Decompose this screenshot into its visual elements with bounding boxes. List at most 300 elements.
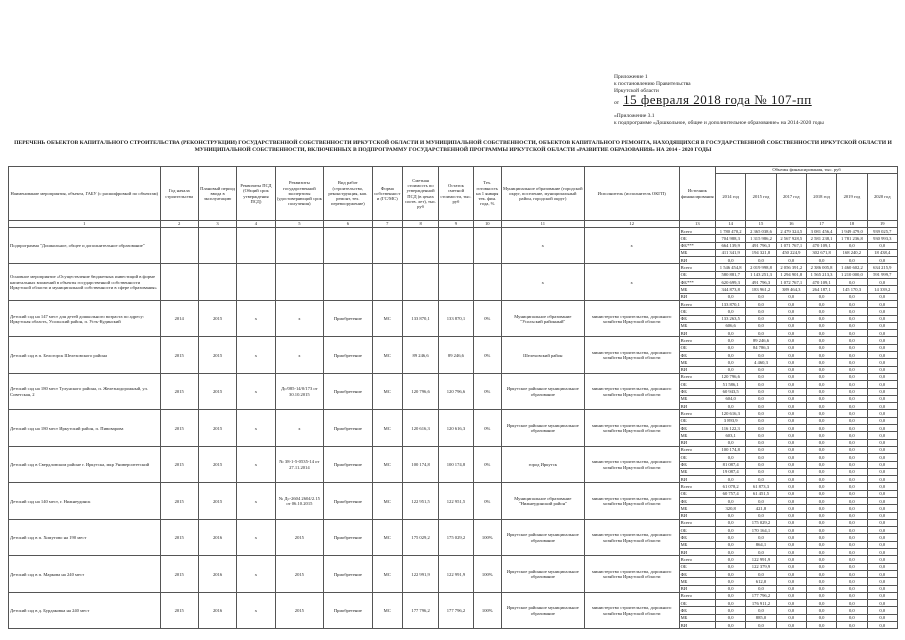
estimated-cost: 175 029,2 (402, 519, 438, 555)
financing-value: 0,0 (837, 315, 867, 322)
financing-value: 0,0 (776, 322, 806, 329)
financing-source: ВИ (679, 549, 715, 556)
financing-value: 0,0 (716, 534, 746, 541)
financing-value: 2 019 998,8 (746, 264, 776, 271)
column-number: 19 (867, 221, 897, 228)
financing-value: 19 087,4 (716, 468, 746, 475)
financing-value: 0,0 (776, 410, 806, 417)
readiness (473, 228, 501, 264)
column-number: 10 (473, 221, 501, 228)
financing-source: ВИ (679, 330, 715, 337)
financing-value: 0,0 (806, 454, 836, 461)
financing-value: 0,0 (867, 359, 897, 366)
object-name: Детский сад в п. Белогорск Шелеховского района (9, 337, 161, 373)
financing-value: 0,0 (746, 425, 776, 432)
financing-value: 930 993,3 (867, 235, 897, 242)
financing-value: 0,0 (867, 578, 897, 585)
col-header-start: Год начала строительства (160, 167, 198, 221)
financing-value: 0,0 (716, 563, 746, 570)
financing-value: 0,0 (746, 403, 776, 410)
col-header-expertise: Реквизиты государственной экспертизы (удостоверяющий срок получения) (275, 167, 323, 221)
financing-value: 0,0 (806, 388, 836, 395)
column-number: 4 (237, 221, 275, 228)
financing-value: 0,0 (806, 432, 836, 439)
start-year: 2015 (160, 410, 198, 446)
financing-value: 0,0 (837, 242, 867, 249)
work-type: Приобретение (324, 519, 372, 555)
financing-value: 0,0 (776, 330, 806, 337)
work-type (324, 264, 372, 300)
remaining-cost: 100 174,8 (439, 446, 473, 482)
financing-value: 0,0 (867, 352, 897, 359)
expertise-cell (275, 264, 323, 300)
financing-value: 0,0 (867, 330, 897, 337)
financing-value: 0,0 (746, 381, 776, 388)
financing-value: 0,0 (746, 549, 776, 556)
financing-value: 0,0 (837, 570, 867, 577)
work-type: Приобретение (324, 410, 372, 446)
financing-source: ОБ (679, 271, 715, 278)
financing-source: ОБ (679, 600, 715, 607)
financing-value: 0,0 (837, 417, 867, 424)
financing-source: ОБ (679, 381, 715, 388)
financing-value: 0,0 (806, 461, 836, 468)
column-number: 14 (716, 221, 746, 228)
remaining-cost: 175 029,2 (439, 519, 473, 555)
financing-value: 0,0 (746, 366, 776, 373)
financing-source: ВИ (679, 366, 715, 373)
financing-value: 0,0 (806, 497, 836, 504)
financing-value: 604,0 (716, 395, 746, 402)
financing-value: 0,0 (776, 519, 806, 526)
from-label: от (614, 100, 620, 106)
financing-source: ФБ*** (679, 242, 715, 249)
column-number: 7 (372, 221, 402, 228)
financing-value: 591 999,7 (867, 271, 897, 278)
readiness: 100% (473, 556, 501, 592)
financing-value: 1 949 479,0 (837, 228, 867, 235)
financing-value: 0,0 (776, 366, 806, 373)
financing-value: 0,0 (776, 476, 806, 483)
financing-value: 421,8 (746, 505, 776, 512)
financing-value: 0,0 (716, 614, 746, 621)
work-type: Приобретение (324, 446, 372, 482)
financing-value: 0,0 (716, 512, 746, 519)
end-year: 2015 (198, 300, 236, 336)
financing-value: 0,0 (837, 366, 867, 373)
financing-value: 0,0 (776, 425, 806, 432)
municipality: Иркутское районное муниципальное образование (501, 519, 584, 555)
financing-value: 2 581 238,1 (806, 235, 836, 242)
financing-value: 176 911,2 (746, 600, 776, 607)
financing-value: 0,0 (716, 527, 746, 534)
financing-value: 0,0 (806, 330, 836, 337)
financing-value: 0,0 (837, 461, 867, 468)
remaining-cost: 120 616,3 (439, 410, 473, 446)
financing-value: 0,0 (746, 410, 776, 417)
end-year: 2016 (198, 556, 236, 592)
financing-value: 0,0 (867, 410, 897, 417)
financing-value: 0,0 (776, 308, 806, 315)
end-year: 2015 (198, 410, 236, 446)
col-header-year: 2020 год (867, 174, 897, 221)
financing-value: 0,0 (867, 439, 897, 446)
financing-value: 0,0 (837, 344, 867, 351)
date-line (614, 92, 894, 107)
financing-value: 0,0 (837, 337, 867, 344)
work-type: Приобретение (324, 592, 372, 628)
financing-value: 0,0 (776, 439, 806, 446)
financing-value: 0,0 (776, 300, 806, 307)
financing-value: 0,0 (806, 534, 836, 541)
readiness: 100% (473, 592, 501, 628)
col-header-source: Источник финансирования (679, 167, 715, 221)
financing-value: 885,0 (746, 614, 776, 621)
column-number: 2 (160, 221, 198, 228)
start-year: 2015 (160, 373, 198, 409)
financing-value: 0,0 (716, 308, 746, 315)
estimated-cost: 122 951,5 (402, 483, 438, 519)
financing-value: 0,0 (716, 330, 746, 337)
financing-value: 0,0 (867, 300, 897, 307)
column-number: 16 (776, 221, 806, 228)
end-year (198, 228, 236, 264)
financing-source: МБ (679, 505, 715, 512)
financing-value: 0,0 (716, 344, 746, 351)
column-number: 13 (679, 221, 715, 228)
financing-value: 3 893,9 (716, 417, 746, 424)
financing-value: 0,0 (776, 497, 806, 504)
financing-value: 84 786,3 (746, 344, 776, 351)
financing-value: 0,0 (806, 570, 836, 577)
financing-value: 0,0 (837, 352, 867, 359)
financing-source: Всего (679, 228, 715, 235)
end-year: 2016 (198, 519, 236, 555)
financing-value: 0,0 (837, 622, 867, 629)
financing-value: 0,0 (837, 534, 867, 541)
financing-source: МБ (679, 541, 715, 548)
column-number: 8 (402, 221, 438, 228)
financing-value: 0,0 (806, 607, 836, 614)
estimated-cost (402, 228, 438, 264)
financing-value: 0,0 (837, 359, 867, 366)
financing-value: 470 109,1 (806, 279, 836, 286)
financing-value: 0,0 (837, 519, 867, 526)
financing-value: 0,0 (776, 585, 806, 592)
financing-value: 0,0 (837, 300, 867, 307)
financing-value: 0,0 (716, 519, 746, 526)
executor: министерство строительства, дорожного хозяйства Иркутской области (584, 410, 679, 446)
financing-value: 0,0 (746, 417, 776, 424)
financing-value: 81 087,4 (716, 461, 746, 468)
column-number-row (9, 221, 898, 228)
financing-value: 0,0 (716, 476, 746, 483)
financing-value: 450 224,9 (776, 249, 806, 256)
financing-source: ОБ (679, 454, 715, 461)
financing-value: 0,0 (837, 395, 867, 402)
financing-value: 0,0 (776, 534, 806, 541)
expertise-cell: 2015 (275, 519, 323, 555)
financing-value: 0,0 (806, 308, 836, 315)
financing-value: 0,0 (776, 527, 806, 534)
financing-value: 0,0 (806, 468, 836, 475)
financing-source: ФБ (679, 352, 715, 359)
financing-value: 0,0 (776, 505, 806, 512)
financing-value: 0,0 (746, 512, 776, 519)
expertise-cell: х (275, 300, 323, 336)
executor: министерство строительства, дорожного хозяйства Иркутской области (584, 483, 679, 519)
financing-value: 0,0 (837, 293, 867, 300)
financing-source: ВИ (679, 257, 715, 264)
column-number: 18 (837, 221, 867, 228)
remaining-cost (439, 228, 473, 264)
financing-value: 0,0 (837, 490, 867, 497)
financing-value: 0,0 (837, 585, 867, 592)
financing-source: ОБ (679, 527, 715, 534)
resolution-header (614, 74, 894, 127)
financing-value: 0,0 (806, 512, 836, 519)
financing-value: 0,0 (776, 293, 806, 300)
financing-value: 61 078,2 (716, 483, 746, 490)
financing-value: 0,0 (806, 381, 836, 388)
financing-value: 0,0 (837, 578, 867, 585)
financing-value: 0,0 (776, 607, 806, 614)
financing-value: 0,0 (867, 534, 897, 541)
financing-value: 2 386 005,8 (806, 264, 836, 271)
financing-value: 0,0 (837, 497, 867, 504)
col-header-rest: Остаток сметной стоимости, тыс. руб (439, 167, 473, 221)
financing-value: 0,0 (776, 556, 806, 563)
financing-value: 0,0 (716, 585, 746, 592)
table-row (9, 300, 898, 307)
table-row (9, 592, 898, 599)
financing-value: 0,0 (776, 315, 806, 322)
financing-value: 0,0 (716, 497, 746, 504)
financing-value: 0,0 (806, 315, 836, 322)
financing-value: 612,0 (746, 578, 776, 585)
municipality: Иркутское районное муниципальное образование (501, 592, 584, 628)
financing-source: ОБ (679, 308, 715, 315)
financing-source: МБ (679, 286, 715, 293)
financing-value: 0,0 (867, 308, 897, 315)
end-year: 2015 (198, 483, 236, 519)
financing-source: ФБ (679, 315, 715, 322)
financing-value: 0,0 (746, 607, 776, 614)
financing-value: 0,0 (867, 461, 897, 468)
financing-value: 0,0 (867, 622, 897, 629)
ownership: МС (372, 446, 402, 482)
financing-value: 0,0 (746, 373, 776, 380)
financing-value: 100 174,8 (716, 446, 746, 453)
financing-value: 0,0 (806, 585, 836, 592)
financing-value: 0,0 (776, 483, 806, 490)
financing-value: 0,0 (716, 257, 746, 264)
financing-value: 0,0 (837, 468, 867, 475)
financing-value: 0,0 (746, 300, 776, 307)
financing-value: 0,0 (867, 585, 897, 592)
municipality: Иркутское районное муниципальное образование (501, 410, 584, 446)
financing-value: 0,0 (776, 614, 806, 621)
financing-source: Всего (679, 300, 715, 307)
col-header-ownership: Форма собственности (ГС/МС) (372, 167, 402, 221)
end-year: 2015 (198, 373, 236, 409)
estimated-cost: 133 870,1 (402, 300, 438, 336)
financing-value: 0,0 (867, 570, 897, 577)
work-type: Приобретение (324, 483, 372, 519)
ownership: МС (372, 519, 402, 555)
executor: министерство строительства, дорожного хозяйства Иркутской области (584, 519, 679, 555)
financing-value: 168 240,2 (837, 249, 867, 256)
start-year: 2015 (160, 519, 198, 555)
financing-source: ВИ (679, 585, 715, 592)
financing-value: 0,0 (806, 541, 836, 548)
table-row (9, 519, 898, 526)
expertise-cell: х (275, 337, 323, 373)
remaining-cost: 120 796,6 (439, 373, 473, 409)
financing-value: 175 029,2 (746, 519, 776, 526)
financing-value: 0,0 (716, 578, 746, 585)
remaining-cost (439, 264, 473, 300)
financing-source: Всего (679, 410, 715, 417)
financing-value: 0,0 (776, 578, 806, 585)
expertise-cell: х (275, 410, 323, 446)
financing-source: ФБ (679, 497, 715, 504)
financing-source: ОБ (679, 344, 715, 351)
financing-value: 0,0 (867, 293, 897, 300)
financing-source: МБ (679, 614, 715, 621)
financing-value: 0,0 (776, 461, 806, 468)
ownership: МС (372, 592, 402, 628)
financing-value: 0,0 (806, 373, 836, 380)
ownership: МС (372, 373, 402, 409)
financing-value: 0,0 (716, 359, 746, 366)
financing-value: 0,0 (867, 497, 897, 504)
readiness (473, 264, 501, 300)
financing-value: 0,0 (806, 337, 836, 344)
financing-value: 2 056 391,2 (776, 264, 806, 271)
financing-value: 170 164,1 (746, 527, 776, 534)
financing-value: 120 616,3 (716, 410, 746, 417)
financing-value: 0,0 (716, 403, 746, 410)
financing-value: 0,0 (867, 614, 897, 621)
remaining-cost: 122 991,9 (439, 556, 473, 592)
financing-value: 0,0 (867, 417, 897, 424)
financing-value: 0,0 (867, 373, 897, 380)
financing-value: 0,0 (867, 483, 897, 490)
financing-source: ФБ*** (679, 279, 715, 286)
financing-value: 344 873,8 (716, 286, 746, 293)
municipality: х (501, 264, 584, 300)
work-type: Приобретение (324, 300, 372, 336)
financing-value: 0,0 (776, 395, 806, 402)
financing-value: 0,0 (867, 541, 897, 548)
municipality: Иркутское районное муниципальное образование (501, 556, 584, 592)
column-number: 9 (439, 221, 473, 228)
financing-value: 0,0 (867, 505, 897, 512)
financing-value: 61 451,5 (746, 490, 776, 497)
financing-value: 411 341,9 (716, 249, 746, 256)
expertise-cell: № 38-1-5-0535-14 от 27.11.2014 (275, 446, 323, 482)
financing-value: 0,0 (867, 490, 897, 497)
expertise-cell (275, 228, 323, 264)
financing-source: Всего (679, 592, 715, 599)
ownership: МС (372, 556, 402, 592)
financing-value: 0,0 (746, 395, 776, 402)
appendix-label: Приложение 1 (614, 74, 648, 80)
financing-value: 1 294 901,8 (776, 271, 806, 278)
expertise-cell: Дс/085-14/0/173 от 30.10.2015 (275, 373, 323, 409)
estimated-cost: 100 174,8 (402, 446, 438, 482)
psd-cell: х (237, 300, 275, 336)
col-header-executor: Исполнитель (исполнитель ОКГП) (584, 167, 679, 221)
col-header-cost: Сметная стоимость по утвержденной ПСД (в ценах соотв. лет), тыс. руб (402, 167, 438, 221)
financing-value: 0,0 (776, 446, 806, 453)
financing-value: 264 187,1 (806, 286, 836, 293)
financing-value: 0,0 (867, 549, 897, 556)
table-row (9, 410, 898, 417)
start-year: 2015 (160, 483, 198, 519)
financing-value: 3 081 456,4 (806, 228, 836, 235)
financing-value: 1 071 767,1 (776, 242, 806, 249)
financing-value: 1 460 602,2 (837, 264, 867, 271)
work-type: Приобретение (324, 556, 372, 592)
financing-source: ВИ (679, 293, 715, 300)
financing-value: 0,0 (746, 476, 776, 483)
start-year (160, 264, 198, 300)
estimated-cost: 89 246,6 (402, 337, 438, 373)
financing-value: 1 781 236,8 (837, 235, 867, 242)
psd-cell: х (237, 446, 275, 482)
object-name: Детский сад в п. Маркова на 240 мест (9, 556, 161, 592)
financing-value: 0,0 (716, 570, 746, 577)
document-title: ПЕРЕЧЕНЬ ОБЪЕКТОВ КАПИТАЛЬНОГО СТРОИТЕЛЬСТВА (РЕКОНСТРУКЦИИ) ГОСУДАРСТВЕННОЙ СОБСТВЕННОСТИ ИРКУТСКОЙ ОБЛАСТИ И МУНИЦИПАЛЬНОЙ СОБСТВЕННОСТИ, ОБЪЕКТОВ КАПИТАЛЬНОГО РЕМОНТА, НАХОДЯЩИХСЯ В ГОСУДАРСТВЕННОЙ СОБСТВЕННОСТИ ИРКУТСКОЙ ОБЛАСТИ И МУНИЦИПАЛЬНОЙ СОБСТВЕННОСТИ, ВКЛЮЧЕННЫХ В ПОДПРОГРАММУ ГОСУДАРСТВЕННОЙ ПРОГРАММЫ ИРКУТСКОЙ ОБЛАСТИ «РАЗВИТИЕ ОБРАЗОВАНИЯ» НА 2014 - 2020 ГОДЫ (14, 140, 892, 153)
estimated-cost: 120 796,6 (402, 373, 438, 409)
financing-value: 0,0 (837, 410, 867, 417)
financing-value: 0,0 (867, 446, 897, 453)
psd-cell: х (237, 519, 275, 555)
financing-value: 0,0 (837, 381, 867, 388)
financing-value: 0,0 (716, 293, 746, 300)
col-header-year: 2017 год (776, 174, 806, 221)
start-year: 2015 (160, 337, 198, 373)
financing-value: 0,0 (716, 337, 746, 344)
executor: министерство строительства, дорожного хозяйства Иркутской области (584, 373, 679, 409)
financing-value: 320,8 (716, 505, 746, 512)
financing-value: 0,0 (837, 600, 867, 607)
financing-source: ФБ (679, 425, 715, 432)
financing-value: 0,0 (716, 622, 746, 629)
financing-source: ФБ (679, 388, 715, 395)
financing-value: 0,0 (806, 505, 836, 512)
object-name: Детский сад на 180 мест Тулунского района, п. Железнодорожный, ул. Советская, 2 (9, 373, 161, 409)
financing-value: 0,0 (776, 468, 806, 475)
financing-source: Всего (679, 519, 715, 526)
financing-value: 704 988,3 (716, 235, 746, 242)
financing-source: МБ (679, 322, 715, 329)
financing-source: ОБ (679, 417, 715, 424)
financing-value: 0,0 (837, 257, 867, 264)
municipality: х (501, 228, 584, 264)
col-header-year: 2018 год (806, 174, 836, 221)
financing-value: 0,0 (776, 388, 806, 395)
financing-value: 0,0 (867, 315, 897, 322)
financing-value: 18 438,4 (867, 249, 897, 256)
financing-value: 0,0 (837, 512, 867, 519)
financing-value: 0,0 (867, 279, 897, 286)
financing-value: 0,0 (746, 257, 776, 264)
financing-source: ВИ (679, 439, 715, 446)
financing-value: 0,0 (806, 352, 836, 359)
